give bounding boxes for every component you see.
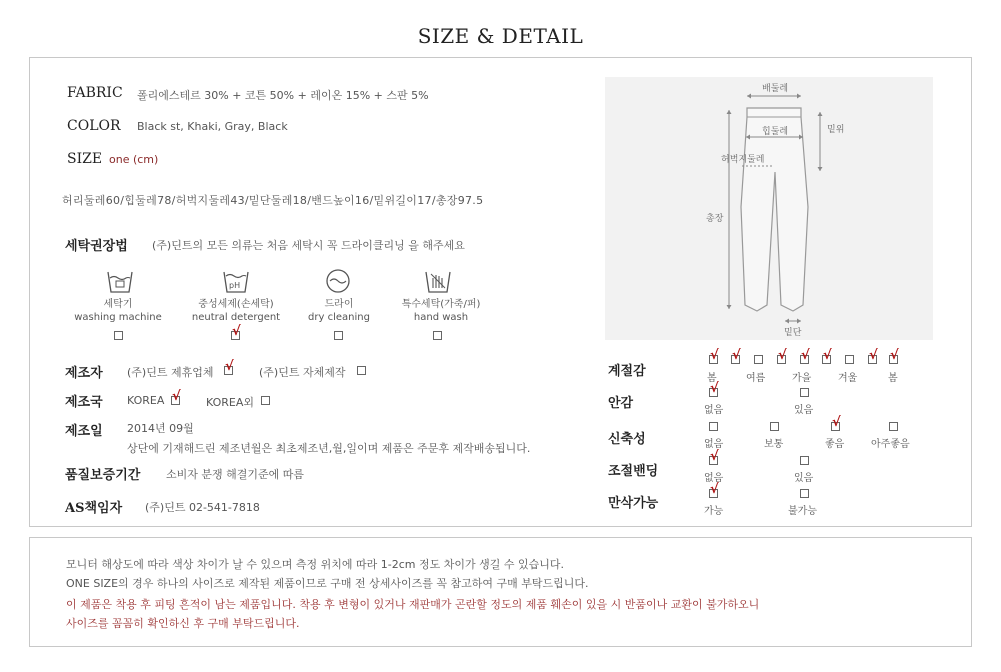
notice-line-2: ONE SIZE의 경우 하나의 사이즈로 제작된 제품이므로 구매 전 상세사이즈를 꼭 참고하여 구매 부탁드립니다. — [66, 577, 589, 590]
season-checkbox[interactable] — [868, 348, 878, 364]
stretch-checkbox-4[interactable] — [889, 422, 898, 431]
season-checkbox[interactable] — [845, 355, 854, 364]
band-checkbox-2[interactable] — [800, 456, 809, 465]
page-title: SIZE & DETAIL — [417, 24, 584, 48]
season-name-autumn: 가을 — [792, 373, 812, 384]
country-opt1: KOREA — [127, 394, 165, 407]
season-checkbox[interactable] — [822, 348, 832, 364]
check-mark-icon: √ — [801, 348, 810, 363]
country-opt2: KOREA외 — [206, 396, 255, 409]
wash-caption-1-kr: 세탁기 — [103, 299, 133, 310]
washing-label: 세탁권장법 — [65, 239, 128, 254]
maker-opt2: (주)딘트 자체제작 — [259, 366, 346, 379]
maker-opt2-checkbox[interactable] — [357, 366, 366, 375]
check-mark-icon: √ — [172, 389, 181, 404]
wash-caption-3-kr: 드라이 — [324, 299, 354, 310]
country-opt1-checkbox[interactable] — [171, 389, 181, 405]
stretch-label: 신축성 — [608, 432, 646, 447]
season-checkbox[interactable] — [731, 348, 741, 364]
stretch-checkbox-1[interactable] — [709, 422, 718, 431]
diagram-label-rise: 밑위 — [827, 125, 845, 135]
diagram-label-length: 총장 — [706, 214, 724, 224]
check-mark-icon: √ — [225, 359, 234, 374]
stretch-checkbox-2[interactable] — [770, 422, 779, 431]
wash-checkbox-3[interactable] — [334, 331, 343, 340]
fabric-value: 폴리에스테르 30% + 코튼 50% + 레이온 15% + 스판 5% — [137, 89, 429, 102]
wash-checkbox-1[interactable] — [114, 331, 123, 340]
notice-line-1: 모니터 해상도에 따라 색상 차이가 날 수 있으며 측정 위치에 따라 1-2cm 정도 차이가 생길 수 있습니다. — [66, 558, 564, 571]
maker-opt1-checkbox[interactable] — [224, 359, 234, 375]
wash-caption-1-en: washing machine — [74, 312, 162, 323]
maker-label: 제조자 — [65, 366, 103, 381]
wash-checkbox-4[interactable] — [433, 331, 442, 340]
season-checkbox[interactable] — [800, 348, 810, 364]
color-value: Black st, Khaki, Gray, Black — [137, 120, 288, 133]
season-checkbox[interactable] — [777, 348, 787, 364]
size-diagram — [605, 77, 933, 340]
lining-option-2: 있음 — [794, 405, 814, 416]
maternity-label: 만삭가능 — [608, 496, 659, 511]
size-label: SIZE — [67, 151, 103, 167]
measurements: 허리둘레60/힙둘레78/허벅지둘레43/밑단둘레18/밴드높이16/밑위길이17/총장97.5 — [62, 194, 484, 207]
maker-opt1: (주)딘트 제휴업체 — [127, 366, 214, 379]
band-checkbox-1[interactable] — [709, 449, 719, 465]
as-value: (주)딘트 02-541-7818 — [145, 501, 260, 514]
stretch-checkbox-3[interactable] — [831, 415, 841, 431]
check-mark-icon: √ — [710, 482, 719, 497]
dry-cleaning-icon — [321, 266, 355, 296]
check-mark-icon: √ — [710, 381, 719, 396]
wash-caption-4-en: hand wash — [413, 312, 469, 323]
diagram-label-hem: 밑단 — [784, 328, 802, 338]
band-option-1: 없음 — [704, 473, 724, 484]
wash-checkbox-2[interactable] — [231, 324, 241, 340]
washing-note: (주)딘트의 모든 의류는 처음 세탁시 꼭 드라이클리닝 을 해주세요 — [152, 239, 465, 252]
color-label: COLOR — [67, 118, 121, 134]
season-name-spring-2: 봄 — [888, 373, 898, 384]
fabric-label: FABRIC — [67, 85, 123, 101]
stretch-option-4: 아주좋음 — [871, 439, 910, 450]
warranty-label: 품질보증기간 — [65, 468, 141, 483]
date-note: 상단에 기재해드린 제조년월은 최초제조년,월,일이며 제품은 주문후 제작배송됩니다. — [127, 442, 531, 455]
date-label: 제조일 — [65, 424, 103, 439]
check-mark-icon: √ — [710, 449, 719, 464]
maternity-checkbox-2[interactable] — [800, 489, 809, 498]
lining-label: 안감 — [608, 396, 634, 411]
wash-caption-2 — [176, 298, 296, 324]
check-mark-icon: √ — [732, 348, 741, 363]
country-opt2-checkbox[interactable] — [261, 396, 270, 405]
season-name-summer: 여름 — [746, 373, 766, 384]
wash-caption-4 — [381, 298, 501, 324]
check-mark-icon: √ — [823, 348, 832, 363]
check-mark-icon: √ — [778, 348, 787, 363]
wash-caption-1 — [58, 298, 178, 324]
check-mark-icon: √ — [869, 348, 878, 363]
country-label: 제조국 — [65, 395, 103, 410]
check-mark-icon: √ — [232, 324, 241, 339]
season-checkbox[interactable] — [709, 348, 719, 364]
check-mark-icon: √ — [832, 415, 841, 430]
wash-caption-3-en: dry cleaning — [308, 312, 370, 323]
season-checkbox[interactable] — [889, 348, 899, 364]
wash-caption-2-en: neutral detergent — [191, 312, 281, 323]
maternity-checkbox-1[interactable] — [709, 482, 719, 498]
notice-line-3: 이 제품은 착용 후 피팅 흔적이 남는 제품입니다. 착용 후 변형이 있거나 재판매가 곤란할 정도의 제품 훼손이 있을 시 반품이나 교환이 불가하오니 — [66, 598, 760, 611]
notice-line-4: 사이즈를 꼼꼼히 확인하신 후 구매 부탁드립니다. — [66, 617, 300, 630]
special-wash-icon — [421, 266, 455, 296]
diagram-label-waist: 배둘레 — [762, 84, 789, 94]
diagram-label-thigh: 허벅지둘레 — [721, 155, 765, 165]
lining-checkbox-2[interactable] — [800, 388, 809, 397]
band-label: 조절밴딩 — [608, 464, 659, 479]
hand-wash-detergent-icon — [219, 266, 253, 296]
wash-caption-4-kr: 특수세탁(가죽/퍼) — [401, 299, 481, 310]
stretch-option-1: 없음 — [704, 439, 724, 450]
wash-caption-2-kr: 중성세제(손세탁) — [198, 299, 274, 310]
band-option-2: 있음 — [794, 473, 814, 484]
stretch-option-3: 좋음 — [825, 439, 845, 450]
season-checkbox[interactable] — [754, 355, 763, 364]
warranty-value: 소비자 분쟁 해결기준에 따름 — [166, 468, 305, 481]
season-name-spring: 봄 — [707, 373, 717, 384]
diagram-label-hip: 힙둘레 — [762, 127, 789, 137]
svg-text:pH: pH — [229, 281, 241, 290]
washing-machine-icon — [103, 266, 137, 296]
as-label: AS책임자 — [65, 501, 123, 516]
leggings-illustration — [605, 77, 933, 340]
size-value: one (cm) — [109, 153, 159, 166]
stretch-option-2: 보통 — [764, 439, 784, 450]
check-mark-icon: √ — [890, 348, 899, 363]
season-label: 계절감 — [608, 364, 646, 379]
check-mark-icon: √ — [710, 348, 719, 363]
season-name-winter: 겨울 — [838, 373, 858, 384]
maternity-option-1: 가능 — [704, 506, 724, 517]
lining-option-1: 없음 — [704, 405, 724, 416]
maternity-option-2: 불가능 — [788, 506, 817, 517]
lining-checkbox-1[interactable] — [709, 381, 719, 397]
date-value: 2014년 09월 — [127, 422, 194, 435]
